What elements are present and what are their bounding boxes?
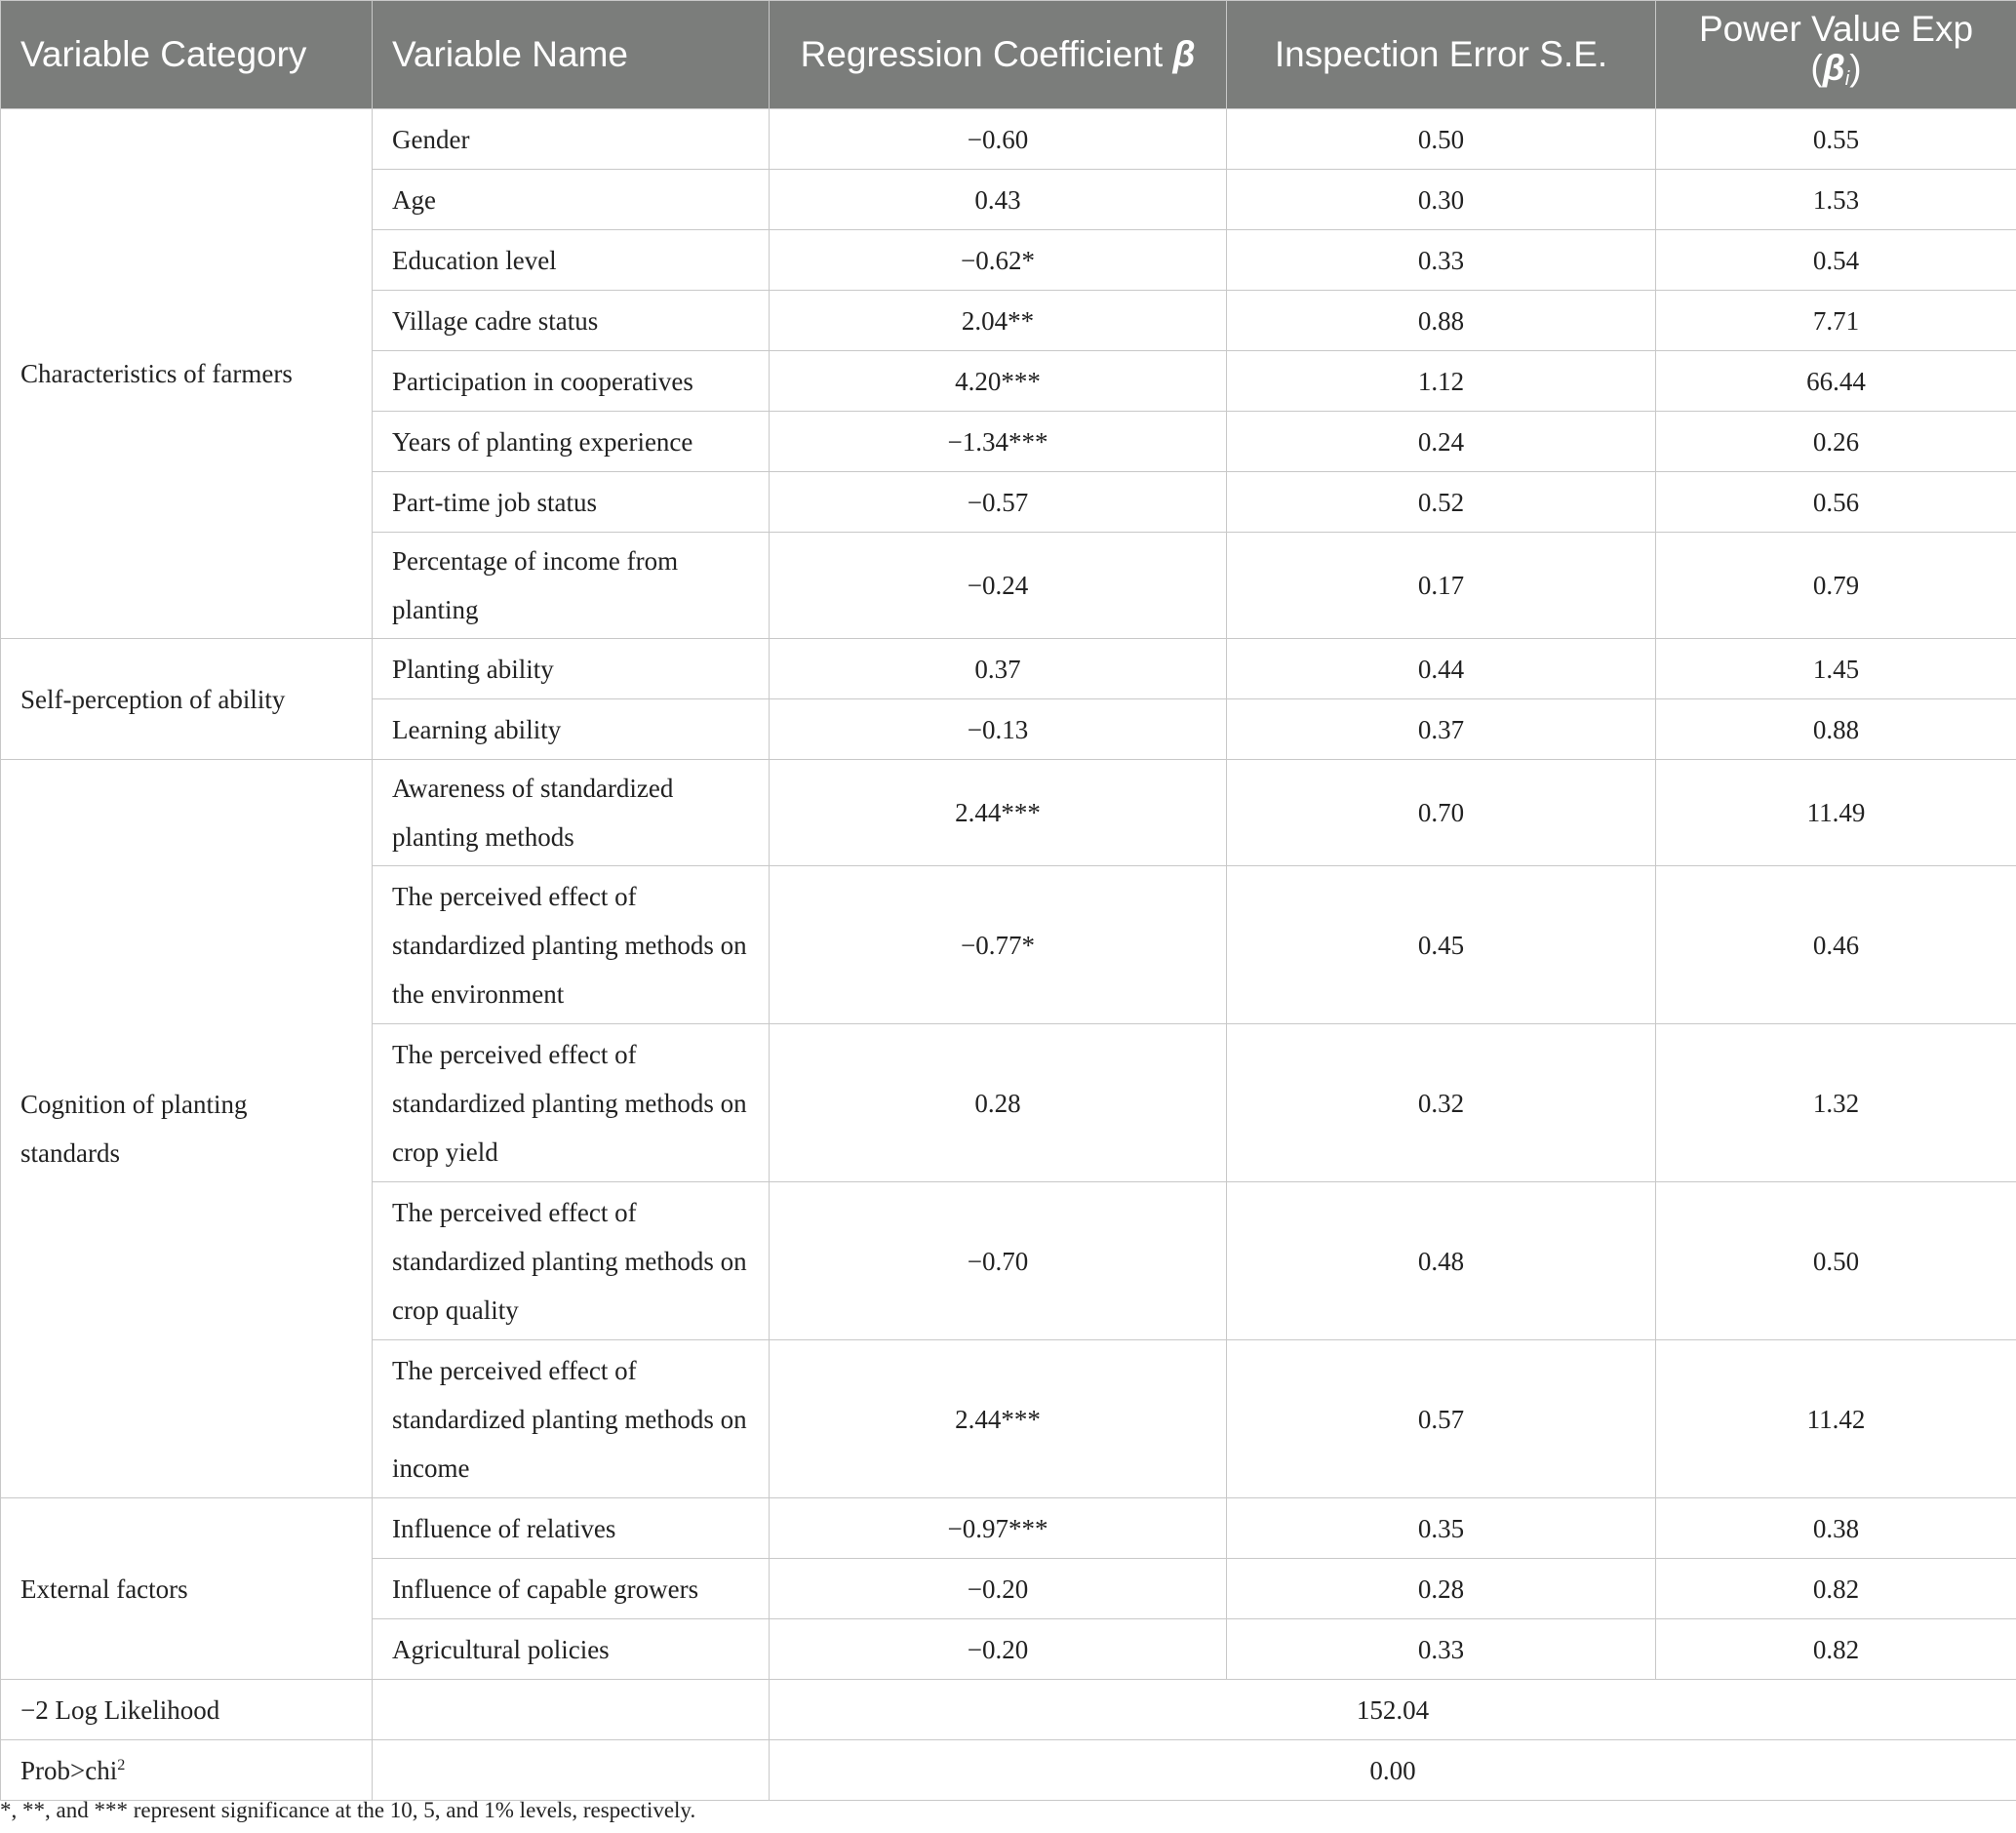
se-value: 0.57	[1227, 1340, 1656, 1498]
coef-value: −0.70	[770, 1182, 1227, 1340]
se-value: 0.70	[1227, 760, 1656, 866]
coef-value: −0.60	[770, 109, 1227, 170]
table-row	[1, 109, 2016, 170]
exp-value: 11.42	[1656, 1340, 2016, 1498]
se-value: 0.88	[1227, 291, 1656, 351]
variable-name: Village cadre status	[373, 291, 770, 351]
header-coef-symbol: β	[1172, 34, 1196, 74]
se-value: 0.30	[1227, 170, 1656, 230]
table-row	[1, 639, 2016, 699]
prob-label-sup: 2	[117, 1755, 126, 1773]
coef-value: 2.44***	[770, 1340, 1227, 1498]
exp-value: 0.56	[1656, 472, 2016, 533]
header-power-paren-close: )	[1849, 48, 1862, 89]
coef-value: −1.34***	[770, 412, 1227, 472]
coef-value: −0.62*	[770, 230, 1227, 291]
se-value: 0.24	[1227, 412, 1656, 472]
coef-value: 2.44***	[770, 760, 1227, 866]
table-row	[1, 1498, 2016, 1559]
se-value: 0.33	[1227, 1619, 1656, 1680]
empty-cell	[373, 1740, 770, 1801]
header-coef-label: Regression Coefficient	[800, 34, 1164, 74]
exp-value: 0.54	[1656, 230, 2016, 291]
coef-value: 4.20***	[770, 351, 1227, 412]
exp-value: 0.26	[1656, 412, 2016, 472]
exp-value: 66.44	[1656, 351, 2016, 412]
variable-name: The perceived effect of standardized planting methods on the environment	[373, 866, 770, 1024]
table-row	[1, 760, 2016, 866]
loglik-label: −2 Log Likelihood	[1, 1680, 373, 1740]
coef-value: −0.77*	[770, 866, 1227, 1024]
exp-value: 1.45	[1656, 639, 2016, 699]
header-power-paren-open: (	[1810, 48, 1823, 89]
category-self-perception-of-ability: Self-perception of ability	[1, 639, 373, 760]
variable-name: The perceived effect of standardized planting methods on crop yield	[373, 1024, 770, 1182]
header-power-value	[1656, 1, 2016, 109]
variable-name: Education level	[373, 230, 770, 291]
variable-name: Influence of capable growers	[373, 1559, 770, 1619]
header-inspection-error: Inspection Error S.E.	[1227, 1, 1656, 109]
header-variable-category: Variable Category	[1, 1, 373, 109]
exp-value: 0.79	[1656, 533, 2016, 639]
loglik-row	[1, 1680, 2016, 1740]
header-row	[1, 1, 2016, 109]
se-value: 0.32	[1227, 1024, 1656, 1182]
table-footnote: *, **, and *** represent significance at the 10, 5, and 1% levels, respectively.	[0, 1798, 696, 1822]
se-value: 0.50	[1227, 109, 1656, 170]
exp-value: 11.49	[1656, 760, 2016, 866]
se-value: 0.35	[1227, 1498, 1656, 1559]
variable-name: The perceived effect of standardized planting methods on income	[373, 1340, 770, 1498]
coef-value: 0.28	[770, 1024, 1227, 1182]
exp-value: 0.46	[1656, 866, 2016, 1024]
loglik-value: 152.04	[770, 1680, 2016, 1740]
se-value: 0.28	[1227, 1559, 1656, 1619]
prob-label-text: Prob>chi	[20, 1755, 118, 1785]
exp-value: 7.71	[1656, 291, 2016, 351]
se-value: 0.44	[1227, 639, 1656, 699]
variable-name: Participation in cooperatives	[373, 351, 770, 412]
coef-value: 0.43	[770, 170, 1227, 230]
exp-value: 1.32	[1656, 1024, 2016, 1182]
se-value: 1.12	[1227, 351, 1656, 412]
exp-value: 0.55	[1656, 109, 2016, 170]
category-cognition-of-planting-standards: Cognition of planting standards	[1, 760, 373, 1498]
variable-name: Percentage of income from planting	[373, 533, 770, 639]
coef-value: 0.37	[770, 639, 1227, 699]
variable-name: Awareness of standardized planting methods	[373, 760, 770, 866]
prob-row	[1, 1740, 2016, 1801]
se-value: 0.48	[1227, 1182, 1656, 1340]
coef-value: −0.24	[770, 533, 1227, 639]
exp-value: 0.88	[1656, 699, 2016, 760]
se-value: 0.52	[1227, 472, 1656, 533]
category-characteristics-of-farmers: Characteristics of farmers	[1, 109, 373, 639]
se-value: 0.33	[1227, 230, 1656, 291]
empty-cell	[373, 1680, 770, 1740]
coef-value: −0.97***	[770, 1498, 1227, 1559]
variable-name: Learning ability	[373, 699, 770, 760]
variable-name: Planting ability	[373, 639, 770, 699]
coef-value: −0.57	[770, 472, 1227, 533]
variable-name: Age	[373, 170, 770, 230]
header-variable-name: Variable Name	[373, 1, 770, 109]
category-external-factors: External factors	[1, 1498, 373, 1680]
exp-value: 0.82	[1656, 1559, 2016, 1619]
variable-name: Gender	[373, 109, 770, 170]
coef-value: 2.04**	[770, 291, 1227, 351]
exp-value: 1.53	[1656, 170, 2016, 230]
variable-name: Influence of relatives	[373, 1498, 770, 1559]
header-regression-coefficient	[770, 1, 1227, 109]
coef-value: −0.20	[770, 1619, 1227, 1680]
variable-name: The perceived effect of standardized planting methods on crop quality	[373, 1182, 770, 1340]
exp-value: 0.50	[1656, 1182, 2016, 1340]
header-power-subscript: i	[1844, 68, 1850, 91]
exp-value: 0.38	[1656, 1498, 2016, 1559]
se-value: 0.45	[1227, 866, 1656, 1024]
se-value: 0.17	[1227, 533, 1656, 639]
prob-value: 0.00	[770, 1740, 2016, 1801]
coef-value: −0.13	[770, 699, 1227, 760]
header-power-label: Power Value Exp	[1698, 9, 1974, 50]
variable-name: Years of planting experience	[373, 412, 770, 472]
prob-label	[1, 1740, 373, 1801]
variable-name: Part-time job status	[373, 472, 770, 533]
variable-name: Agricultural policies	[373, 1619, 770, 1680]
exp-value: 0.82	[1656, 1619, 2016, 1680]
se-value: 0.37	[1227, 699, 1656, 760]
coef-value: −0.20	[770, 1559, 1227, 1619]
header-power-symbol: β	[1822, 48, 1845, 89]
